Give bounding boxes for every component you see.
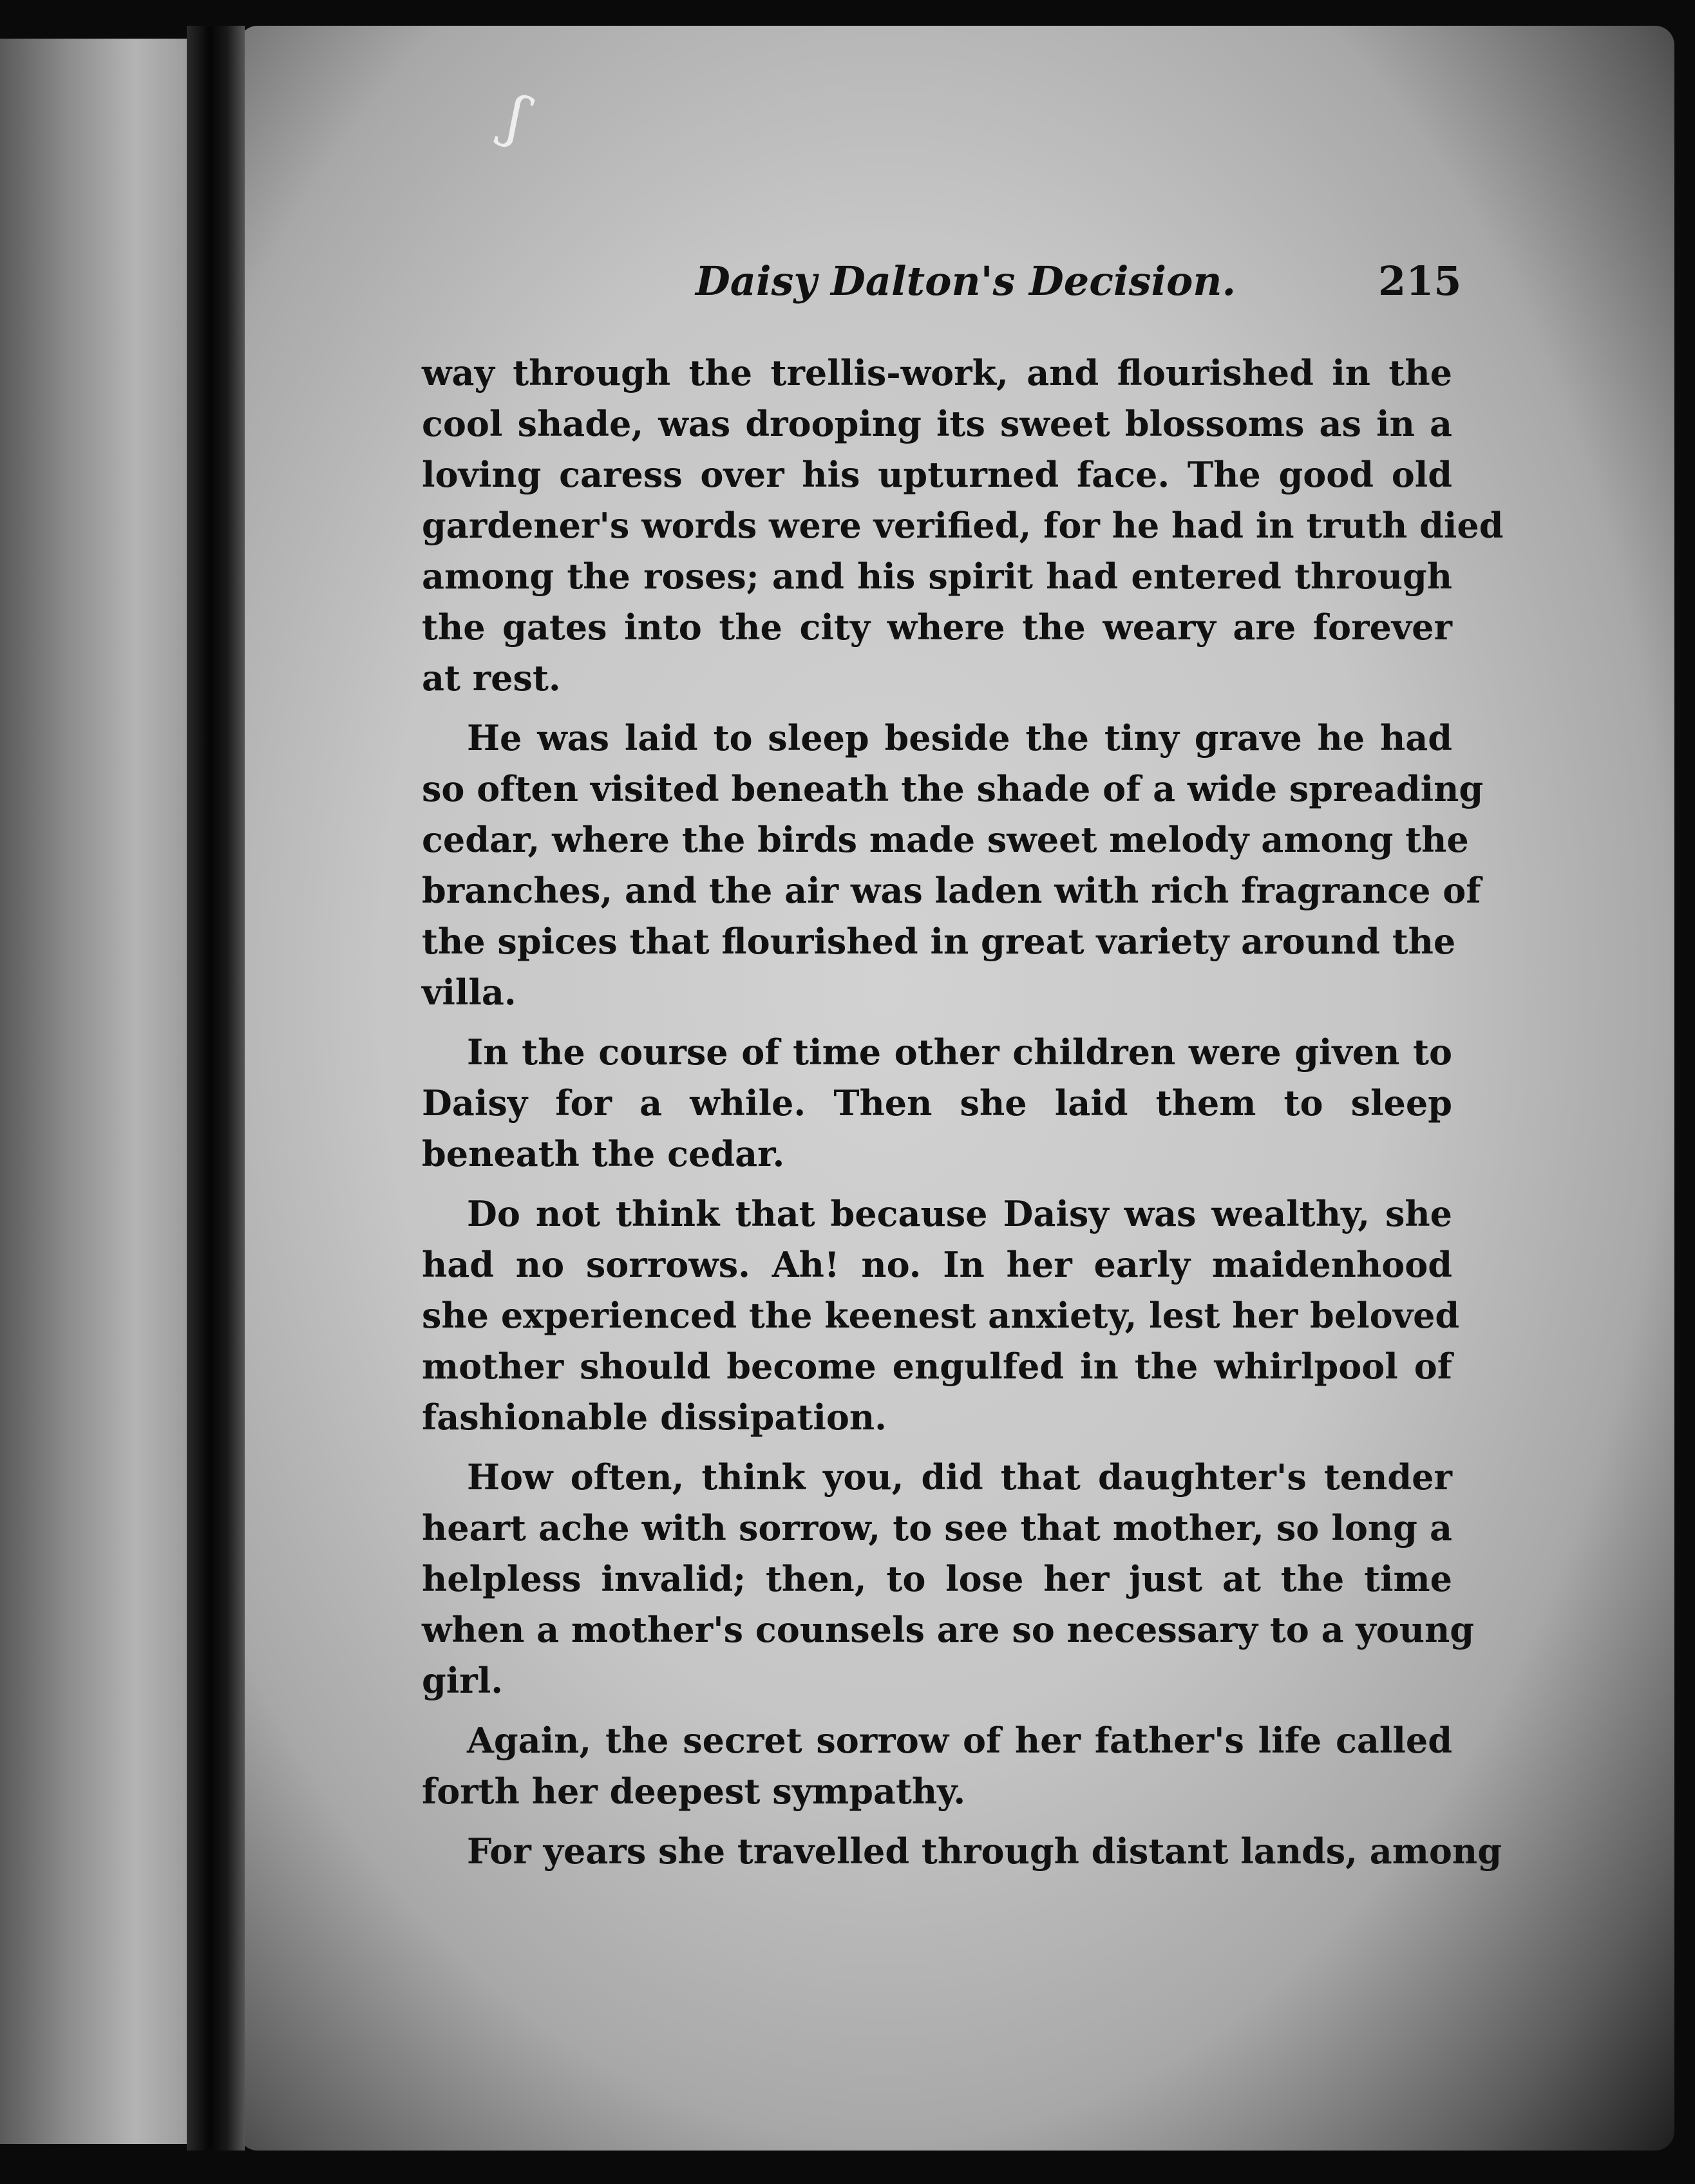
text-line: she experienced the keenest anxiety, lest her beloved xyxy=(422,1295,1460,1336)
text-line: helpless invalid; then, to lose her just at the time xyxy=(422,1558,1452,1599)
text-line: loving caress over his upturned face. The good old xyxy=(422,454,1452,495)
paragraph xyxy=(422,1189,1460,1443)
paragraph xyxy=(422,348,1504,704)
running-title: Daisy Dalton's Decision. xyxy=(696,258,1236,305)
text-line: when a mother's counsels are so necessary to a young xyxy=(422,1609,1475,1650)
scan-mark: ʃ xyxy=(497,82,536,153)
text-line: How often, think you, did that daughter's tender xyxy=(467,1456,1452,1498)
body-text xyxy=(422,348,1504,1886)
text-line: forth her deepest sympathy. xyxy=(422,1771,966,1812)
text-line: way through the trellis-work, and flourished in the xyxy=(422,352,1452,393)
text-line: Do not think that because Daisy was wealthy, she xyxy=(467,1193,1452,1234)
text-line: among the roses; and his spirit had entered through xyxy=(422,556,1452,597)
text-line: For years she travelled through distant lands, among xyxy=(467,1831,1502,1872)
page-number: 215 xyxy=(1378,258,1462,305)
text-line: had no sorrows. Ah! no. In her early maidenhood xyxy=(422,1244,1452,1285)
text-line: He was laid to sleep beside the tiny grave he had xyxy=(467,717,1452,758)
text-line: cool shade, was drooping its sweet blossoms as in a xyxy=(422,403,1452,444)
text-line: mother should become engulfed in the whirlpool of xyxy=(422,1346,1452,1387)
paragraph xyxy=(422,1715,1452,1817)
paragraph xyxy=(422,713,1484,1018)
text-line: the spices that flourished in great variety around the xyxy=(422,921,1456,962)
text-line: branches, and the air was laden with rich fragrance of xyxy=(422,870,1481,911)
text-line: girl. xyxy=(422,1660,504,1701)
text-line: Again, the secret sorrow of her father's life called xyxy=(467,1720,1452,1761)
book-gutter xyxy=(187,26,245,2151)
text-line: heart ache with sorrow, to see that mother, so long a xyxy=(422,1507,1452,1549)
text-line: the gates into the city where the weary are forever xyxy=(422,607,1452,648)
paragraph xyxy=(422,1452,1475,1706)
text-line: fashionable dissipation. xyxy=(422,1397,887,1438)
paragraph xyxy=(422,1826,1502,1877)
facing-page-edge xyxy=(0,39,193,2144)
text-line: cedar, where the birds made sweet melody among the xyxy=(422,819,1469,860)
text-line: beneath the cedar. xyxy=(422,1133,785,1174)
text-line: In the course of time other children were given to xyxy=(467,1031,1452,1073)
text-line: so often visited beneath the shade of a wide spreading xyxy=(422,768,1484,809)
text-line: at rest. xyxy=(422,657,561,699)
paragraph xyxy=(422,1027,1452,1180)
text-line: gardener's words were verified, for he had in truth died xyxy=(422,505,1504,546)
text-line: villa. xyxy=(422,972,516,1013)
text-line: Daisy for a while. Then she laid them to sleep xyxy=(422,1082,1452,1124)
